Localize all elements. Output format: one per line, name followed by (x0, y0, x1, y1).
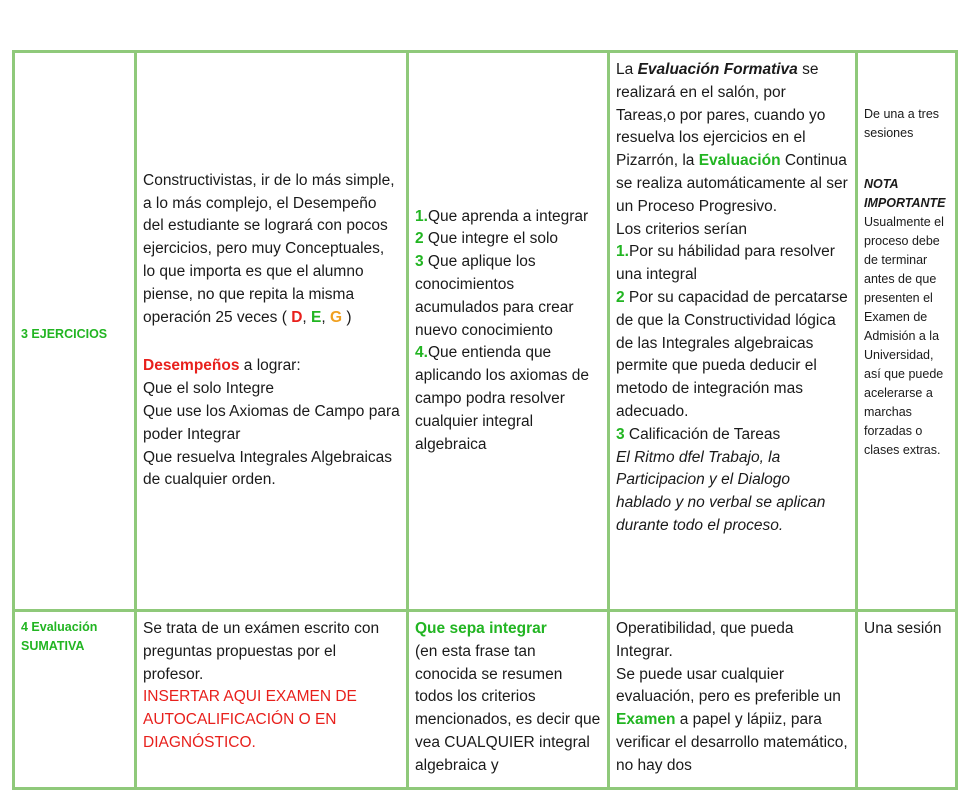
list-item: 1.Que aprenda a integrar (415, 207, 589, 225)
list-item: Que el solo Integre (143, 380, 274, 398)
row-label: 4 Evaluación SUMATIVA (21, 620, 98, 653)
criteria-list (616, 241, 849, 446)
list-item: Que resuelva Integrales Algebraicas de cualquier orden. (143, 448, 393, 489)
operability-text: Operatibilidad, que pueda Integrar. (616, 620, 794, 660)
objective-text: (en esta frase tan conocida se resumen todos los criterios mencionados, es decir que vea CUALQUIER integral algebraica y (415, 642, 601, 774)
letter-e: E (311, 308, 322, 326)
goal-list (143, 378, 400, 492)
table-row (14, 52, 957, 611)
description-paragraph: Constructivistas, ir de lo más simple, a lo más complejo, el Desempeño del estudiante se logrará con pocos ejercicios, pero muy Conceptuales, lo que importa es que el alumno piense, no que repita la misma operación 25 veces ( D, E, G ) (143, 171, 395, 326)
insert-exam-note: INSERTAR AQUI EXAMEN DE AUTOCALIFICACIÓN O EN DIAGNÓSTICO. (143, 688, 357, 751)
objectives-cell (408, 611, 609, 789)
list-item: 4.Que entienda que aplicando los axiomas de campo podra resolver cualquier integral algebraica (415, 344, 590, 453)
letter-d: D (291, 308, 303, 326)
nota-label: NOTA IMPORTANTE (864, 177, 946, 210)
description-paragraph: Se trata de un exámen escrito con preguntas propuestas por el profesor. (143, 620, 380, 683)
description-cell (136, 52, 408, 611)
list-item: 1.Por su hábilidad para resolver una integral (616, 243, 835, 284)
evaluation-paragraph: Se puede usar cualquier evaluación, pero es preferible un Examen a papel y lápiiz, para verificar el desarrollo matemático, no hay dos (616, 665, 848, 774)
objectives-cell (408, 52, 609, 611)
table-row (14, 611, 957, 789)
list-item: 3 Que aplique los conocimientos acumulados para crear nuevo conocimiento (415, 253, 574, 339)
objective-list (415, 206, 601, 457)
formative-paragraph: La Evaluación Formativa se realizará en el salón, por Tareas,o por pares, cuando yo resuelva los ejercicios en el Pizarrón, la Evaluación Continua se realiza automáticamente al ser un Proceso Progresivo. (616, 61, 848, 215)
nota-text: Usualmente el proceso debe de terminar antes de que presenten el Examen de Admisión a la Universidad, así que puede acelerarse a marchas forzadas o clases extras. (864, 215, 944, 457)
evaluation-cell (609, 52, 857, 611)
duration-text: De una a tres sesiones (864, 107, 940, 140)
list-item: 2 Por su capacidad de percatarse de que la Constructividad lógica de las Integrales algebraicas permite que pueda deducir el metodo de integración mas adecuado. (616, 288, 848, 420)
objective-title: Que sepa integrar (415, 620, 547, 637)
duration-cell (857, 52, 957, 611)
duration-text: Una sesión (864, 620, 942, 637)
closing-note: El Ritmo dfel Trabajo, la Participacion y el Dialogo hablado y no verbal se aplican durante todo el proceso. (616, 448, 826, 534)
list-item: 3 Calificación de Tareas (616, 425, 781, 443)
row-label: 3 EJERCICIOS (21, 326, 108, 341)
row-label-cell (14, 52, 136, 611)
letter-g: G (330, 308, 343, 326)
list-item: Que use los Axiomas de Campo para poder Integrar (143, 402, 400, 443)
evaluation-cell (609, 611, 857, 789)
list-item: 2 Que integre el solo (415, 230, 559, 248)
row-label-cell (14, 611, 136, 789)
desempenos-heading: Desempeños a lograr: (143, 357, 301, 375)
criteria-title: Los criterios serían (616, 220, 747, 238)
evaluation-table (12, 50, 958, 790)
description-cell (136, 611, 408, 789)
duration-cell (857, 611, 957, 789)
